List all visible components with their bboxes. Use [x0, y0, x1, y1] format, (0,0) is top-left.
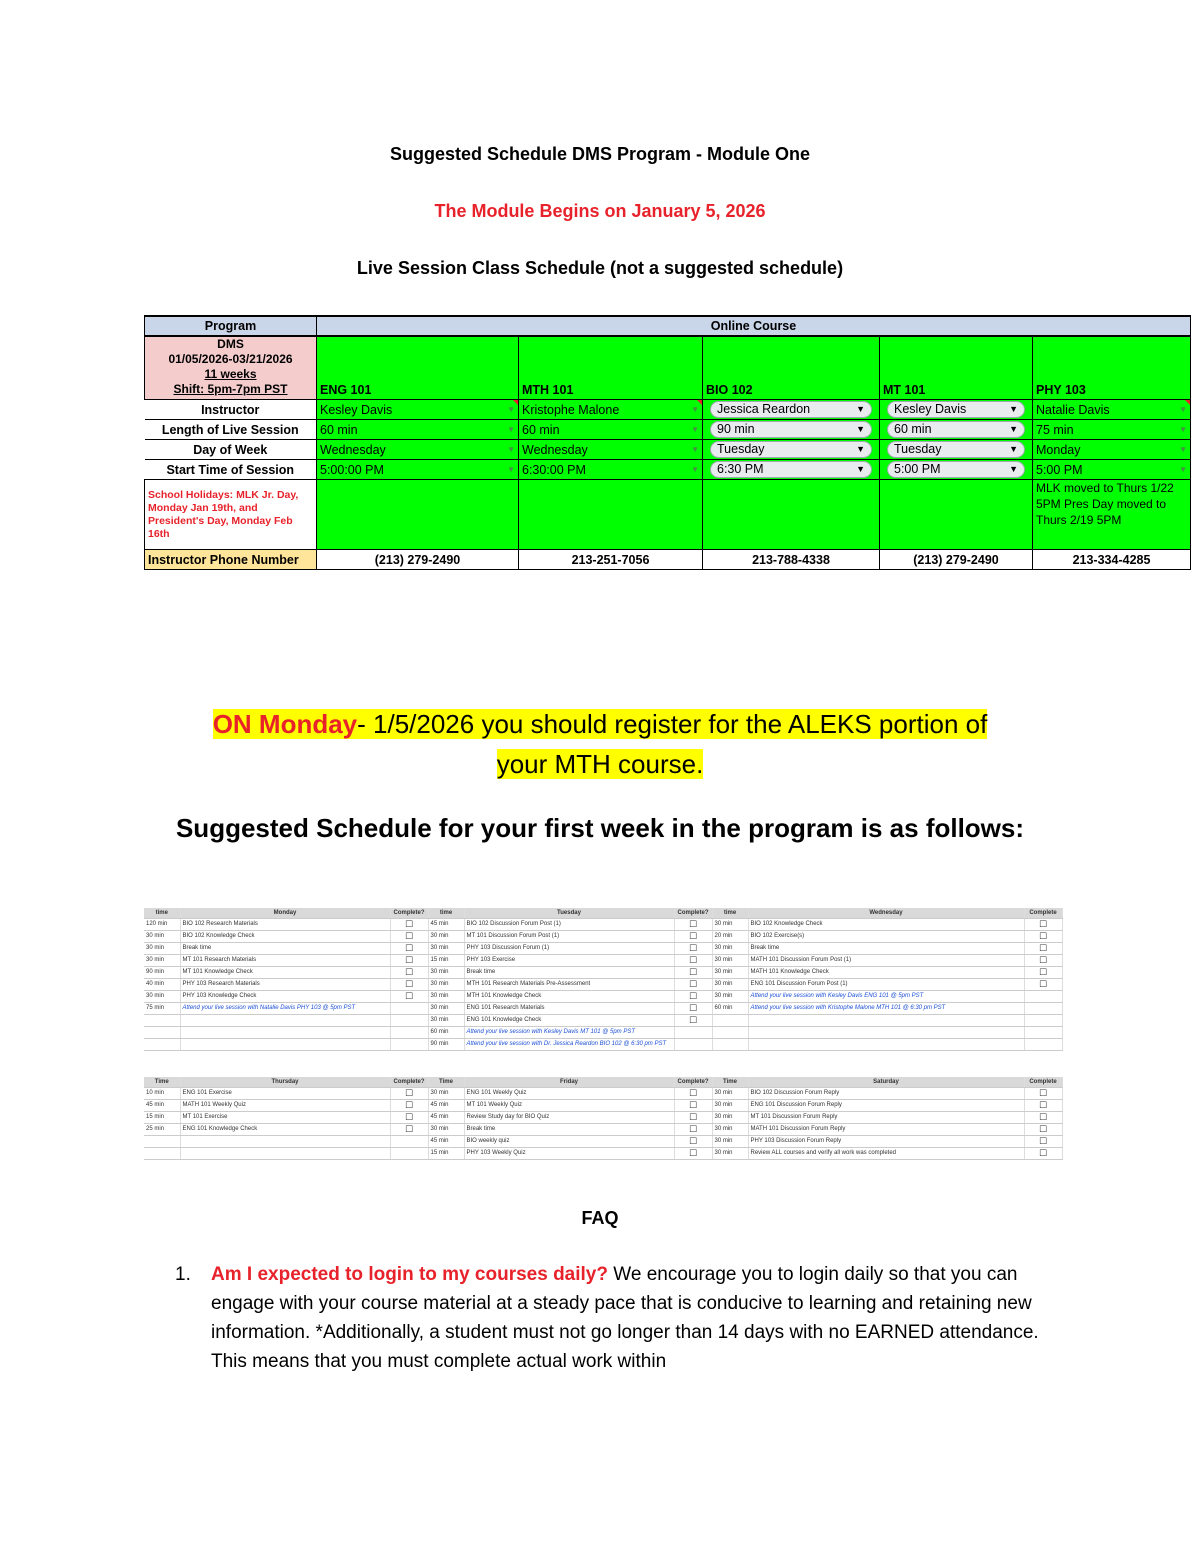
schedule-task-cell: MATH 101 Discussion Forum Post (1)	[748, 954, 1024, 966]
chevron-down-icon: ▼	[1009, 444, 1018, 454]
schedule-task-cell: PHY 103 Exercise	[464, 954, 674, 966]
schedule-task-cell: ENG 101 Knowledge Check	[180, 1123, 390, 1135]
faq-list	[175, 1260, 1055, 1376]
complete-checkbox[interactable]: ☐	[390, 966, 428, 978]
day-dropdown[interactable]	[880, 440, 1033, 460]
schedule-time-cell: 45 min	[428, 1099, 464, 1111]
day-dropdown[interactable]	[703, 440, 880, 460]
chevron-down-icon: ▼	[1179, 465, 1188, 474]
suggested-schedule-heading: Suggested Schedule for your first week in the program is as follows:	[175, 813, 1025, 843]
complete-checkbox[interactable]: ☐	[674, 1099, 712, 1111]
chevron-down-icon: ▼	[856, 404, 865, 414]
dms-dates: 01/05/2026-03/21/2026	[168, 352, 293, 366]
schedule-header-cell: Saturday	[748, 1077, 1024, 1087]
schedule-task-cell: MT 101 Research Materials	[180, 954, 390, 966]
schedule-header-cell: Complete	[1024, 1077, 1062, 1087]
aleks-text: - 1/5/2026 you should register for the ALEKS portion of	[357, 709, 988, 739]
schedule-header-cell: time	[144, 908, 180, 918]
dms-shift: Shift: 5pm-7pm PST	[173, 382, 288, 396]
faq-item-number: 1.	[175, 1264, 191, 1285]
dropdown-value: Monday	[1036, 442, 1081, 457]
dropdown-value: 60 min	[320, 422, 358, 437]
instructor-dropdown[interactable]	[1033, 400, 1191, 420]
chevron-down-icon: ▼	[507, 405, 515, 414]
chevron-down-icon: ▼	[691, 425, 699, 434]
schedule-task-cell: MT 101 Discussion Forum Post (1)	[464, 930, 674, 942]
dropdown-value: 5:00 PM	[894, 462, 941, 476]
comment-marker-icon	[1185, 400, 1190, 405]
schedule-header-cell: Time	[144, 1077, 180, 1087]
schedule-cell	[674, 1026, 712, 1038]
chevron-down-icon: ▼	[1179, 405, 1188, 414]
document-title: Suggested Schedule DMS Program - Module One	[389, 144, 811, 164]
dms-program-cell	[145, 336, 317, 400]
schedule-task-cell: MATH 101 Discussion Forum Reply	[748, 1123, 1024, 1135]
schedule-time-cell: 30 min	[712, 978, 748, 990]
dms-weeks: 11 weeks	[204, 367, 257, 381]
module-begin-date: The Module Begins on January 5, 2026	[434, 201, 766, 221]
schedule-row	[144, 978, 1062, 990]
complete-checkbox[interactable]: ☐	[674, 1147, 712, 1159]
start-dropdown[interactable]	[880, 460, 1033, 480]
schedule-time-cell: 15 min	[428, 954, 464, 966]
course-code: BIO 102	[703, 336, 880, 400]
schedule-time-cell: 30 min	[428, 978, 464, 990]
instructor-dropdown[interactable]	[880, 400, 1033, 420]
schedule-time-cell: 25 min	[144, 1123, 180, 1135]
schedule-time-cell	[712, 1026, 748, 1038]
chevron-down-icon: ▼	[856, 424, 865, 434]
schedule-cell	[390, 1002, 428, 1014]
schedule-time-cell: 30 min	[712, 1087, 748, 1099]
chevron-down-icon: ▼	[507, 465, 515, 474]
schedule-cell	[390, 1014, 428, 1026]
dropdown-value: 6:30:00 PM	[522, 462, 586, 477]
schedule-task-cell: ENG 101 Discussion Forum Post (1)	[748, 978, 1024, 990]
chevron-down-icon: ▼	[1009, 464, 1018, 474]
schedule-time-cell: 30 min	[712, 990, 748, 1002]
start-dropdown[interactable]	[1033, 460, 1191, 480]
schedule-task-cell	[748, 1014, 1024, 1026]
schedule-task-cell: BIO 102 Discussion Forum Reply	[748, 1087, 1024, 1099]
schedule-task-cell	[180, 1147, 390, 1159]
chevron-down-icon: ▼	[691, 405, 699, 414]
schedule-time-cell: 120 min	[144, 918, 180, 930]
schedule-time-cell: 60 min	[712, 1002, 748, 1014]
complete-checkbox[interactable]: ☐	[1024, 1111, 1062, 1123]
aleks-registration-notice	[0, 704, 1200, 784]
complete-checkbox[interactable]: ☐	[1024, 942, 1062, 954]
complete-checkbox[interactable]: ☐	[1024, 978, 1062, 990]
schedule-header-cell: time	[428, 908, 464, 918]
instructor-dropdown[interactable]	[519, 400, 703, 420]
dropdown-value: Tuesday	[717, 442, 765, 456]
complete-checkbox[interactable]: ☐	[674, 918, 712, 930]
dropdown-value: Wednesday	[320, 442, 386, 457]
schedule-header-cell: Time	[712, 1077, 748, 1087]
complete-checkbox[interactable]: ☐	[390, 1087, 428, 1099]
chevron-down-icon: ▼	[856, 464, 865, 474]
schedule-time-cell: 60 min	[428, 1026, 464, 1038]
instructor-dropdown[interactable]	[317, 400, 519, 420]
schedule-task-cell: PHY 103 Research Materials	[180, 978, 390, 990]
schedule-header-cell: Tuesday	[464, 908, 674, 918]
live-session-table	[144, 315, 1191, 570]
complete-checkbox[interactable]: ☐	[674, 1087, 712, 1099]
schedule-task-cell: PHY 103 Weekly Quiz	[464, 1147, 674, 1159]
schedule-row	[144, 1014, 1062, 1026]
schedule-task-cell: ENG 101 Weekly Quiz	[464, 1087, 674, 1099]
chevron-down-icon: ▼	[1179, 425, 1188, 434]
complete-checkbox[interactable]: ☐	[674, 966, 712, 978]
schedule-task-cell: ENG 101 Discussion Forum Reply	[748, 1099, 1024, 1111]
schedule-header-row	[144, 1077, 1062, 1087]
schedule-time-cell: 75 min	[144, 1002, 180, 1014]
schedule-task-cell	[748, 1026, 1024, 1038]
complete-checkbox[interactable]: ☐	[674, 1002, 712, 1014]
dropdown-value: 75 min	[1036, 422, 1074, 437]
school-holidays-note: School Holidays: MLK Jr. Day, Monday Jan 19th, and President's Day, Monday Feb 16th	[145, 480, 317, 550]
course-note	[317, 480, 519, 550]
schedule-header-cell: Complete?	[390, 1077, 428, 1087]
dms-name: DMS	[217, 337, 244, 351]
schedule-time-cell: 45 min	[428, 1111, 464, 1123]
schedule-time-cell	[144, 1147, 180, 1159]
schedule-time-cell: 30 min	[712, 1135, 748, 1147]
course-note: MLK moved to Thurs 1/22 5PM Pres Day moved to Thurs 2/19 5PM	[1033, 480, 1191, 550]
dropdown-value: 60 min	[522, 422, 560, 437]
schedule-time-cell: 30 min	[428, 1014, 464, 1026]
schedule-task-cell: Attend your live session with Dr. Jessica Reardon BIO 102 @ 6:30 pm PST	[464, 1038, 674, 1050]
instructor-dropdown[interactable]	[703, 400, 880, 420]
dropdown-value: 6:30 PM	[717, 462, 764, 476]
row-label-length: Length of Live Session	[145, 420, 317, 440]
complete-checkbox[interactable]: ☐	[390, 1123, 428, 1135]
faq-title: FAQ	[581, 1208, 619, 1228]
complete-checkbox[interactable]: ☐	[674, 942, 712, 954]
complete-checkbox[interactable]: ☐	[390, 978, 428, 990]
schedule-header-cell: time	[712, 908, 748, 918]
schedule-time-cell: 30 min	[144, 942, 180, 954]
schedule-task-cell: Attend your live session with Kristophe Malone MTH 101 @ 6:30 pm PST	[748, 1002, 1024, 1014]
schedule-time-cell: 30 min	[428, 1087, 464, 1099]
faq-item-text	[211, 1260, 1055, 1376]
schedule-task-cell: BIO 102 Knowledge Check	[748, 918, 1024, 930]
dropdown-value: 90 min	[717, 422, 755, 436]
schedule-task-cell: ENG 101 Knowledge Check	[464, 1014, 674, 1026]
schedule-cell	[390, 1026, 428, 1038]
schedule-task-cell: ENG 101 Research Materials	[464, 1002, 674, 1014]
chevron-down-icon: ▼	[1009, 424, 1018, 434]
length-dropdown[interactable]	[317, 420, 519, 440]
complete-checkbox[interactable]: ☐	[674, 954, 712, 966]
schedule-time-cell: 30 min	[144, 954, 180, 966]
schedule-task-cell: Review ALL courses and verify all work was completed	[748, 1147, 1024, 1159]
complete-checkbox[interactable]: ☐	[1024, 1147, 1062, 1159]
live-session-heading: Live Session Class Schedule (not a suggested schedule)	[356, 258, 844, 278]
schedule-row	[144, 990, 1062, 1002]
schedule-row	[144, 942, 1062, 954]
instructor-phone: 213-251-7056	[519, 550, 703, 570]
schedule-task-cell: MT 101 Discussion Forum Reply	[748, 1111, 1024, 1123]
schedule-header-cell: Monday	[180, 908, 390, 918]
complete-checkbox[interactable]: ☐	[1024, 918, 1062, 930]
schedule-task-cell	[180, 1038, 390, 1050]
schedule-task-cell: MTH 101 Research Materials Pre-Assessment	[464, 978, 674, 990]
schedule-row	[144, 1135, 1062, 1147]
schedule-time-cell	[712, 1014, 748, 1026]
schedule-time-cell: 30 min	[428, 1002, 464, 1014]
schedule-task-cell: Break time	[748, 942, 1024, 954]
chevron-down-icon: ▼	[507, 425, 515, 434]
schedule-task-cell: MT 101 Knowledge Check	[180, 966, 390, 978]
schedule-time-cell: 45 min	[428, 918, 464, 930]
complete-checkbox[interactable]: ☐	[390, 1111, 428, 1123]
schedule-row	[144, 966, 1062, 978]
complete-checkbox[interactable]: ☐	[390, 930, 428, 942]
instructor-phone: 213-334-4285	[1033, 550, 1191, 570]
schedule-task-cell: Break time	[464, 966, 674, 978]
on-monday-label: ON Monday	[212, 709, 358, 739]
dropdown-value: Wednesday	[522, 442, 588, 457]
schedule-task-cell: Break time	[464, 1123, 674, 1135]
schedule-time-cell: 30 min	[428, 1123, 464, 1135]
schedule-time-cell: 90 min	[428, 1038, 464, 1050]
complete-checkbox[interactable]: ☐	[390, 918, 428, 930]
schedule-task-cell: Break time	[180, 942, 390, 954]
schedule-task-cell: Attend your live session with Kesley Davis ENG 101 @ 5pm PST	[748, 990, 1024, 1002]
schedule-header-cell: Friday	[464, 1077, 674, 1087]
course-code: MTH 101	[519, 336, 703, 400]
program-header: Program	[145, 316, 317, 336]
schedule-time-cell	[712, 1038, 748, 1050]
course-note	[703, 480, 880, 550]
schedule-task-cell: BIO 102 Discussion Forum Post (1)	[464, 918, 674, 930]
chevron-down-icon: ▼	[507, 445, 515, 454]
chevron-down-icon: ▼	[856, 444, 865, 454]
schedule-task-cell: BIO 102 Exercise(s)	[748, 930, 1024, 942]
course-code: ENG 101	[317, 336, 519, 400]
schedule-row	[144, 1002, 1062, 1014]
complete-checkbox[interactable]: ☐	[1024, 1123, 1062, 1135]
schedule-task-cell: MTH 101 Knowledge Check	[464, 990, 674, 1002]
schedule-time-cell: 30 min	[712, 954, 748, 966]
schedule-row	[144, 1026, 1062, 1038]
schedule-cell	[1024, 1014, 1062, 1026]
length-dropdown[interactable]	[1033, 420, 1191, 440]
schedule-header-cell: Complete?	[674, 908, 712, 918]
complete-checkbox[interactable]: ☐	[674, 1111, 712, 1123]
schedule-header-cell: Complete	[1024, 908, 1062, 918]
schedule-header-cell: Thursday	[180, 1077, 390, 1087]
schedule-time-cell: 45 min	[144, 1099, 180, 1111]
row-label-instructor: Instructor	[145, 400, 317, 420]
schedule-time-cell	[144, 1014, 180, 1026]
schedule-task-cell	[748, 1038, 1024, 1050]
schedule-time-cell: 30 min	[428, 990, 464, 1002]
schedule-task-cell: BIO weekly quiz	[464, 1135, 674, 1147]
schedule-time-cell: 15 min	[144, 1111, 180, 1123]
dropdown-value: Jessica Reardon	[717, 402, 811, 416]
chevron-down-icon: ▼	[691, 445, 699, 454]
schedule-task-cell: BIO 102 Research Materials	[180, 918, 390, 930]
row-label-start: Start Time of Session	[145, 460, 317, 480]
schedule-row	[144, 1111, 1062, 1123]
day-dropdown[interactable]	[519, 440, 703, 460]
dropdown-value: Tuesday	[894, 442, 942, 456]
schedule-cell	[390, 1135, 428, 1147]
start-dropdown[interactable]	[703, 460, 880, 480]
schedule-time-cell	[144, 1026, 180, 1038]
schedule-task-cell: Attend your live session with Natalie Davis PHY 103 @ 5pm PST	[180, 1002, 390, 1014]
schedule-header-cell: Wednesday	[748, 908, 1024, 918]
complete-checkbox[interactable]: ☐	[674, 978, 712, 990]
schedule-time-cell: 15 min	[428, 1147, 464, 1159]
schedule-cell	[390, 1147, 428, 1159]
course-code: PHY 103	[1033, 336, 1191, 400]
complete-checkbox[interactable]: ☐	[390, 990, 428, 1002]
schedule-time-cell: 90 min	[144, 966, 180, 978]
schedule-time-cell: 40 min	[144, 978, 180, 990]
schedule-task-cell: Attend your live session with Kesley Davis MT 101 @ 5pm PST	[464, 1026, 674, 1038]
schedule-time-cell: 30 min	[428, 930, 464, 942]
length-dropdown[interactable]	[519, 420, 703, 440]
start-dropdown[interactable]	[519, 460, 703, 480]
schedule-task-cell: MT 101 Weekly Quiz	[464, 1099, 674, 1111]
dropdown-value: Kesley Davis	[894, 402, 967, 416]
schedule-row	[144, 930, 1062, 942]
day-dropdown[interactable]	[317, 440, 519, 460]
schedule-time-cell: 20 min	[712, 930, 748, 942]
schedule-row	[144, 1099, 1062, 1111]
schedule-task-cell: PHY 103 Knowledge Check	[180, 990, 390, 1002]
schedule-cell	[1024, 990, 1062, 1002]
schedule-task-cell: MT 101 Exercise	[180, 1111, 390, 1123]
chevron-down-icon: ▼	[1009, 404, 1018, 414]
schedule-row	[144, 1087, 1062, 1099]
chevron-down-icon: ▼	[691, 465, 699, 474]
schedule-task-cell: PHY 103 Discussion Forum Reply	[748, 1135, 1024, 1147]
faq-question: Am I expected to login to my courses daily?	[211, 1264, 608, 1285]
dropdown-value: Kesley Davis	[320, 402, 393, 417]
complete-checkbox[interactable]: ☐	[390, 1099, 428, 1111]
online-course-header: Online Course	[317, 316, 1191, 336]
schedule-time-cell	[144, 1135, 180, 1147]
complete-checkbox[interactable]: ☐	[674, 930, 712, 942]
schedule-task-cell: ENG 101 Exercise	[180, 1087, 390, 1099]
instructor-phone: 213-788-4338	[703, 550, 880, 570]
schedule-header-cell: Complete?	[674, 1077, 712, 1087]
schedule-time-cell: 30 min	[712, 966, 748, 978]
faq-item	[175, 1260, 1055, 1376]
length-dropdown[interactable]	[880, 420, 1033, 440]
schedule-task-cell	[180, 1026, 390, 1038]
chevron-down-icon: ▼	[1179, 445, 1188, 454]
complete-checkbox[interactable]: ☐	[390, 954, 428, 966]
schedule-cell	[390, 1038, 428, 1050]
dropdown-value: Natalie Davis	[1036, 402, 1110, 417]
schedule-cell	[1024, 1038, 1062, 1050]
schedule-row	[144, 918, 1062, 930]
course-code: MT 101	[880, 336, 1033, 400]
schedule-row	[144, 1147, 1062, 1159]
length-dropdown[interactable]	[703, 420, 880, 440]
complete-checkbox[interactable]: ☐	[1024, 1099, 1062, 1111]
complete-checkbox[interactable]: ☐	[1024, 954, 1062, 966]
schedule-row	[144, 1038, 1062, 1050]
schedule-header-row	[144, 908, 1062, 918]
instructor-phone: (213) 279-2490	[880, 550, 1033, 570]
schedule-time-cell: 30 min	[144, 990, 180, 1002]
schedule-task-cell: MATH 101 Weekly Quiz	[180, 1099, 390, 1111]
schedule-task-cell: MATH 101 Knowledge Check	[748, 966, 1024, 978]
complete-checkbox[interactable]: ☐	[1024, 930, 1062, 942]
dropdown-value: 5:00:00 PM	[320, 462, 384, 477]
schedule-time-cell: 30 min	[712, 918, 748, 930]
instructor-phone: (213) 279-2490	[317, 550, 519, 570]
course-note	[880, 480, 1033, 550]
faq-answer: We encourage you to login daily so that you can engage with your course material at a steady pace that is conducive to learning and retaining new information. *Additionally, a student must not go longer than 14 days with no EARNED attendance. This means that you must complete actual work within	[211, 1264, 1039, 1372]
complete-checkbox[interactable]: ☐	[1024, 966, 1062, 978]
dropdown-value: Kristophe Malone	[522, 402, 620, 417]
complete-checkbox[interactable]: ☐	[1024, 1087, 1062, 1099]
day-dropdown[interactable]	[1033, 440, 1191, 460]
schedule-time-cell: 10 min	[144, 1087, 180, 1099]
comment-marker-icon	[513, 400, 518, 405]
complete-checkbox[interactable]: ☐	[390, 942, 428, 954]
schedule-task-cell	[180, 1135, 390, 1147]
schedule-time-cell: 30 min	[712, 1099, 748, 1111]
schedule-row	[144, 1123, 1062, 1135]
row-label-phone: Instructor Phone Number	[145, 550, 317, 570]
schedule-time-cell: 30 min	[712, 942, 748, 954]
schedule-task-cell: BIO 102 Knowledge Check	[180, 930, 390, 942]
complete-checkbox[interactable]: ☐	[674, 1014, 712, 1026]
aleks-text-line2: your MTH course.	[496, 749, 704, 779]
comment-marker-icon	[697, 400, 702, 405]
schedule-header-cell: Time	[428, 1077, 464, 1087]
schedule-time-cell: 30 min	[712, 1111, 748, 1123]
schedule-time-cell	[144, 1038, 180, 1050]
schedule-cell	[1024, 1002, 1062, 1014]
schedule-time-cell: 30 min	[144, 930, 180, 942]
schedule-header-cell: Complete?	[390, 908, 428, 918]
schedule-time-cell: 30 min	[712, 1147, 748, 1159]
schedule-task-cell	[180, 1014, 390, 1026]
weekly-schedule-mon-wed	[144, 908, 1063, 1051]
schedule-task-cell: Review Study day for BIO Quiz	[464, 1111, 674, 1123]
schedule-time-cell: 30 min	[428, 942, 464, 954]
dropdown-value: 60 min	[894, 422, 932, 436]
schedule-cell	[674, 1038, 712, 1050]
schedule-cell	[1024, 1026, 1062, 1038]
course-note	[519, 480, 703, 550]
schedule-task-cell: PHY 103 Discussion Forum (1)	[464, 942, 674, 954]
schedule-row	[144, 954, 1062, 966]
complete-checkbox[interactable]: ☐	[674, 990, 712, 1002]
schedule-time-cell: 45 min	[428, 1135, 464, 1147]
schedule-time-cell: 30 min	[428, 966, 464, 978]
schedule-time-cell: 30 min	[712, 1123, 748, 1135]
complete-checkbox[interactable]: ☐	[674, 1123, 712, 1135]
complete-checkbox[interactable]: ☐	[1024, 1135, 1062, 1147]
start-dropdown[interactable]	[317, 460, 519, 480]
complete-checkbox[interactable]: ☐	[674, 1135, 712, 1147]
weekly-schedule-thu-sat	[144, 1077, 1063, 1160]
dropdown-value: 5:00 PM	[1036, 462, 1083, 477]
row-label-day: Day of Week	[145, 440, 317, 460]
